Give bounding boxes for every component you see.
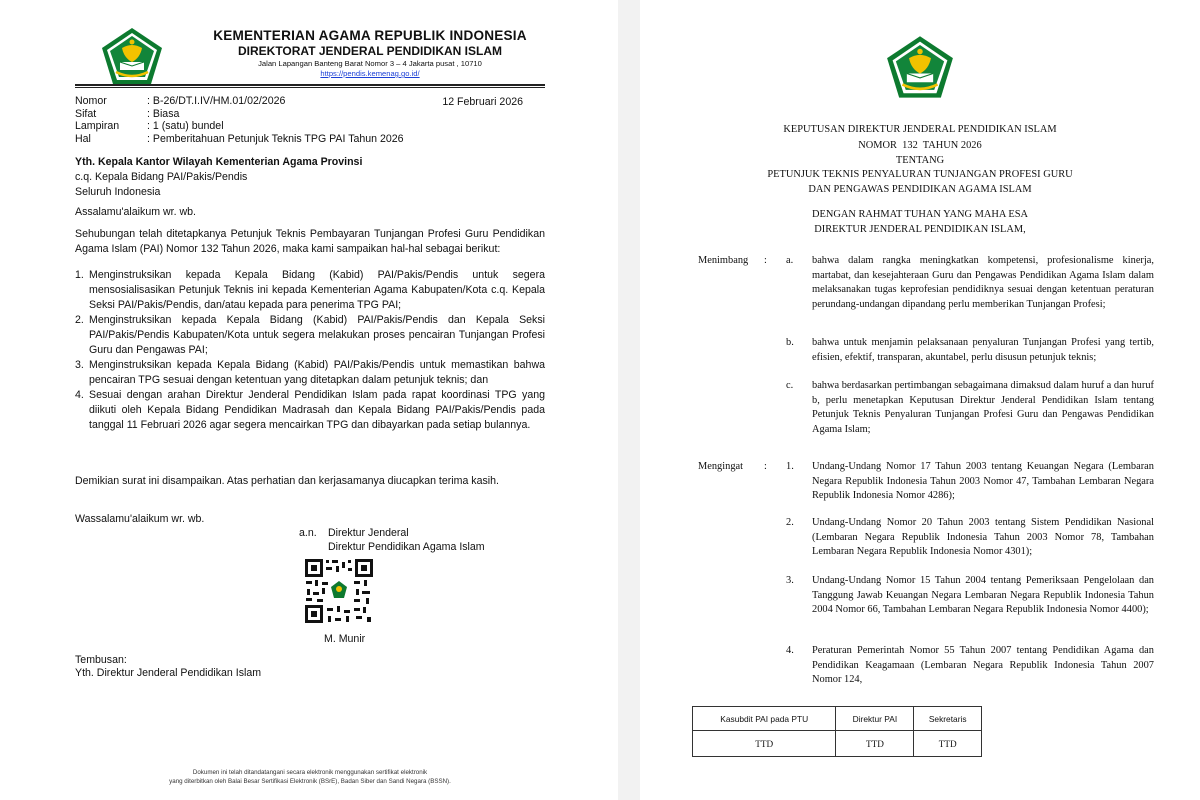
letter-date: 12 Februari 2026 [442,96,523,108]
footer-line: Dokumen ini telah ditandatangani secara elektronik menggunakan sertifikat elektronik [192,769,428,776]
letter-meta [75,95,545,145]
meta-label: Nomor [75,95,107,107]
footer-line: yang diterbitkan oleh Balai Besar Sertifikasi Elektronik (BSrE), Badan Siber dan Sandi Negara (BSSN). [169,778,451,785]
recipient-block [75,155,545,200]
meta-hal [75,133,545,146]
menimbang-letter: a. [786,255,794,266]
decree-page [640,0,1200,800]
kemenag-logo-icon [98,26,166,88]
list-item [75,313,545,358]
meta-label: Lampiran [75,120,120,132]
signatory-name: M. Munir [324,633,366,645]
letterhead-rule [75,84,545,86]
decree-tentang: TENTANG [895,155,945,166]
decree-number [640,139,1200,154]
mengingat-text: Undang-Undang Nomor 20 Tahun 2003 tentang Sistem Pendidikan Nasional (Lembaran Negara Republik Indonesia Tahun 2003 Nomor 78, Tambahan Lembaran Negara Republik Indonesia Nomor 4301); [812,517,1154,557]
mengingat-number: 3. [786,575,794,586]
decree-subject: DAN PENGAWAS PENDIDIKAN AGAMA ISLAM [808,184,1032,195]
item-text: Menginstruksikan kepada Kepala Bidang (Kabid) PAI/Pakis/Pendis untuk memastikan bahwa pencairan TPG sesuai dengan ketentuan yang ditetapkan dalam petunjuk teknis; dan [89,359,545,386]
letterhead-rule-thin [75,87,545,88]
list-item [75,268,545,313]
letterhead-ministry: KEMENTERIAN AGAMA REPUBLIK INDONESIA [213,28,527,43]
closing-paragraph: Demikian surat ini disampaikan. Atas perhatian dan kerjasamanya diucapkan terima kasih. [75,475,499,487]
decree-rahmat: DENGAN RAHMAT TUHAN YANG MAHA ESA [812,209,1028,220]
label-colon: : [764,461,767,472]
meta-value: : Pemberitahuan Petunjuk Teknis TPG PAI Tahun 2026 [147,132,404,145]
recipient-line: c.q. Kepala Bidang PAI/Pakis/Pendis [75,171,248,183]
mengingat-label: Mengingat [698,461,744,472]
table-row [693,731,982,757]
mengingat-text: Undang-Undang Nomor 17 Tahun 2003 tentang Keuangan Negara (Lembaran Negara Republik Indonesia Tahun 2003 Nomor 47, Tambahan Lembaran Negara Republik Indonesia Nomor 4286); [812,461,1154,501]
mengingat-number: 1. [786,461,794,472]
decree-director: DIREKTUR JENDERAL PENDIDIKAN ISLAM, [814,224,1026,235]
decree-title: KEPUTUSAN DIREKTUR JENDERAL PENDIDIKAN ISLAM [783,124,1057,135]
menimbang-text: bahwa untuk menjamin pelaksanaan penyaluran Tunjangan Profesi yang tertib, efisien, efektif, transparan, akuntabel, perlu disusun petunjuk teknis; [812,337,1154,363]
qr-code-icon [304,558,374,624]
mengingat-number: 2. [786,517,794,528]
decree-number-prefix: NOMOR [858,140,897,151]
tembusan-label: Tembusan: [75,654,127,666]
table-header-cell: Kasubdit PAI pada PTU [693,707,836,731]
table-cell: TTD [836,731,914,757]
paraf-table [692,706,982,757]
item-number: 1. [75,269,84,281]
menimbang-letter: c. [786,380,794,391]
mengingat-text: Peraturan Pemerintah Nomor 55 Tahun 2007 tentang Pendidikan Agama dan Pendidikan Keagamaan (Lembaran Negara Republik Indonesia Tahun 2007 Nomor 124, [812,645,1154,685]
table-header-cell: Direktur PAI [836,707,914,731]
list-item [75,358,545,388]
intro-paragraph: Sehubungan telah ditetapkanya Petunjuk Teknis Pembayaran Tunjangan Profesi Guru Pendidikan Agama Islam (PAI) Nomor 132 Tahun 2026, maka kami sampaikan hal-hal sebagai berikut: [75,228,545,255]
signature-title: Direktur Pendidikan Agama Islam [328,541,485,553]
item-text: Menginstruksikan kepada Kepala Bidang (Kabid) PAI/Pakis/Pendis dan Kepala Seksi PAI/Pakis/Pendis Kabupaten/Kota untuk segera melakukan proses pencairan Tunjangan Profesi Guru dan Pengawas PAI; [89,314,545,356]
decree-subject: PETUNJUK TEKNIS PENYALURAN TUNJANGAN PROFESI GURU [767,169,1073,180]
greeting: Assalamu'alaikum wr. wb. [75,206,196,218]
kemenag-logo-icon [882,34,958,102]
menimbang-letter: b. [786,337,794,348]
meta-label: Sifat [75,107,97,120]
mengingat-text: Undang-Undang Nomor 15 Tahun 2004 tentang Pemeriksaan Pengelolaan dan Tanggung Jawab Keuangan Negara Lembaran Negara Republik Indonesia Tahun 2004 Nomor 66, Tambahan Lembaran Negara Republik Indonesia Nomor 4400); [812,575,1154,615]
e-signature-footer [90,768,530,786]
mengingat-number: 4. [786,645,794,656]
meta-value: : 1 (satu) bundel [147,120,224,132]
letterhead-directorate: DIREKTORAT JENDERAL PENDIDIKAN ISLAM [237,44,503,58]
page-gap [618,0,640,800]
table-header-cell: Sekretaris [914,707,982,731]
signature-title: Direktur Jenderal [328,527,409,539]
item-text: Menginstruksikan kepada Kepala Bidang (Kabid) PAI/Pakis/Pendis untuk segera mensosialisasikan Petunjuk Teknis ini kepada Kementerian Agama Kabupaten/Kota c.q. Kepala Seksi PAI/Pakis/Pendis, dan/atau kepada para penerima TPG PAI; [89,269,545,311]
item-number: 4. [75,389,84,401]
list-item [75,388,545,433]
menimbang-text: bahwa berdasarkan pertimbangan sebagaimana dimaksud dalam huruf a dan huruf b, perlu menetapkan Keputusan Direktur Jenderal Pendidikan Islam tentang Petunjuk Teknis Penyaluran Tunjangan Profesi Guru dan Pengawas Pendidikan Agama Islam; [812,380,1154,435]
item-number: 3. [75,359,84,371]
table-cell: TTD [693,731,836,757]
instruction-list [75,268,545,433]
recipient-line: Yth. Kepala Kantor Wilayah Kementerian Agama Provinsi [75,156,363,168]
meta-value: : Biasa [147,107,180,120]
table-cell: TTD [914,731,982,757]
item-number: 2. [75,314,84,326]
decree-number-value: 132 [902,140,918,151]
menimbang-text: bahwa dalam rangka meningkatkan kompetensi, profesionalisme kinerja, martabat, dan kesejahteraan Guru dan Pengawas Pendidikan Agama Islam dalam melaksanakan tugas keprofesian pendidiknya sesuai dengan ketentuan peraturan perundang-undangan dipandang perlu memberikan Tunjangan Profesi; [812,255,1154,310]
farewell: Wassalamu'alaikum wr. wb. [75,513,205,525]
signature-an: a.n. [299,527,317,539]
recipient-line: Seluruh Indonesia [75,186,161,198]
label-colon: : [764,255,767,266]
tembusan-item: Yth. Direktur Jenderal Pendidikan Islam [75,667,262,679]
table-header-row [693,707,982,731]
meta-lampiran [75,120,545,133]
meta-value: : B-26/DT.I.IV/HM.01/02/2026 [147,95,286,107]
item-text: Sesuai dengan arahan Direktur Jenderal Pendidikan Islam pada rapat koordinasi TPG yang diikuti oleh Kepala Bidang Pendidikan Madrasah dan Kepala Bidang PAI/Pakis/Pendis pada tanggal 11 Februari 2026 agar segera mencairkan TPG dan dibayarkan pada setiap bulannya. [89,389,545,431]
menimbang-label: Menimbang [698,255,749,266]
decree-number-suffix: TAHUN 2026 [922,140,982,151]
letterhead-address: Jalan Lapangan Banteng Barat Nomor 3 – 4 Jakarta pusat , 10710 [258,59,482,68]
meta-label: Hal [75,132,91,145]
letterhead-website-link[interactable]: https://pendis.kemenag.go.id/ [320,69,420,78]
